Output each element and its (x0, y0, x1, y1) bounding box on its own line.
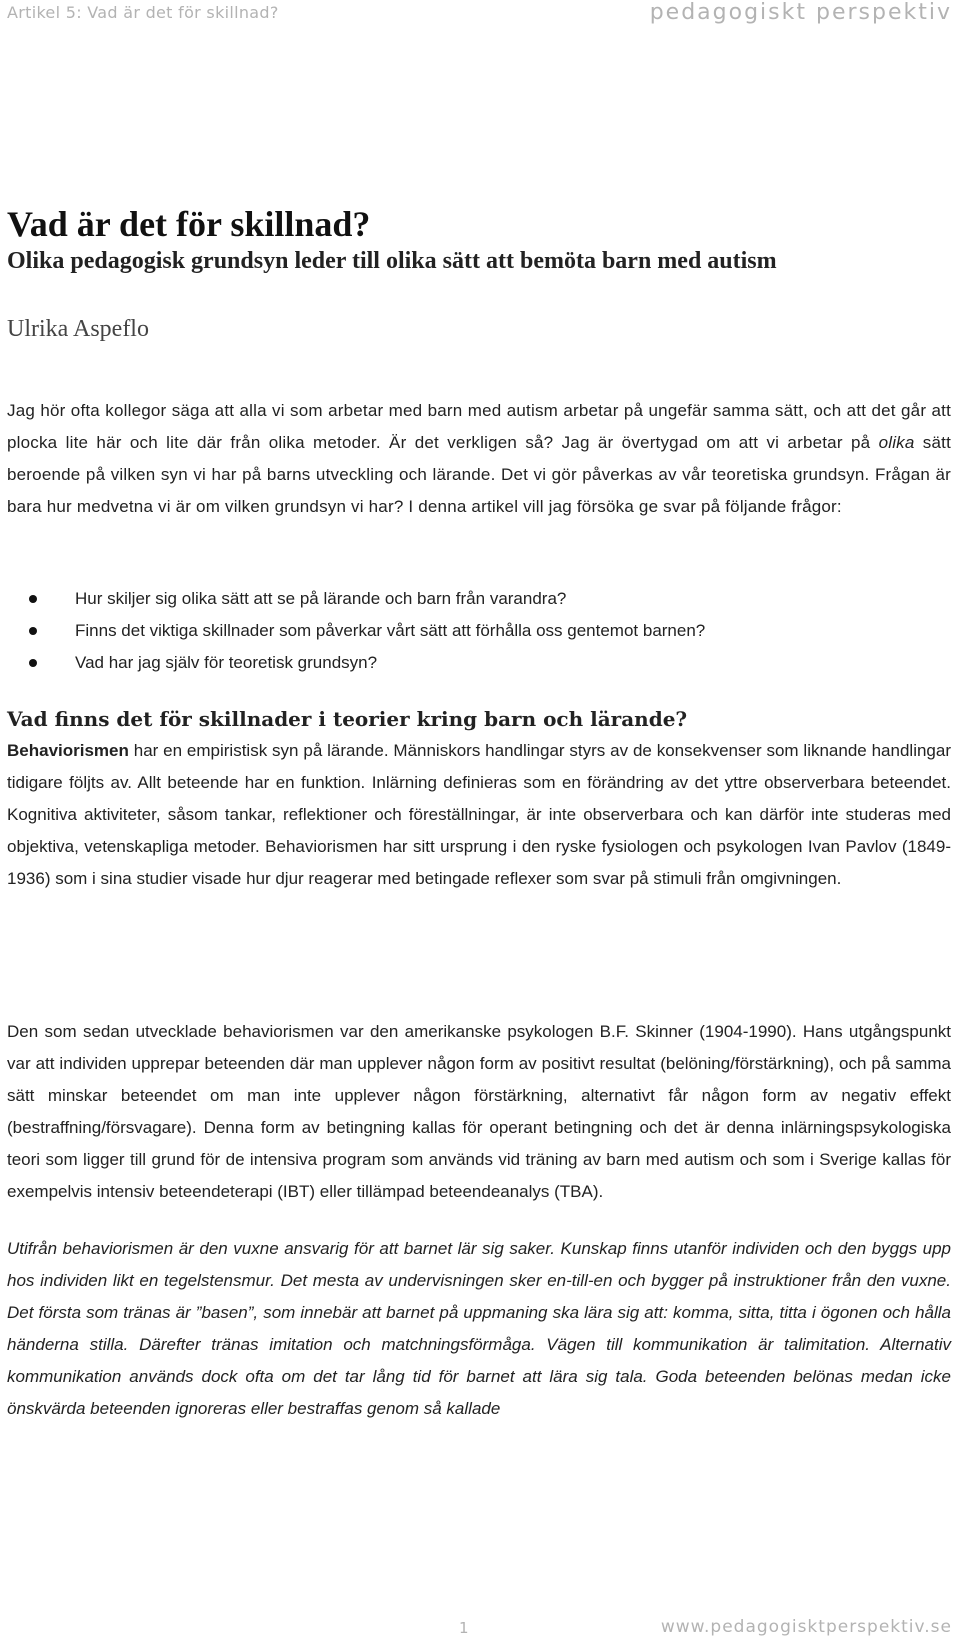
intro-paragraph (7, 395, 951, 523)
article-label: Artikel 5: Vad är det för skillnad? (7, 3, 279, 22)
author-name: Ulrika Aspeflo (7, 316, 149, 342)
behaviorism-term: Behaviorismen (7, 741, 129, 760)
article-title: Vad är det för skillnad? (7, 204, 371, 244)
list-item (7, 615, 705, 647)
article-subtitle: Olika pedagogisk grundsyn leder till olika sätt att bemöta barn med autism (7, 248, 777, 274)
page-number: 1 (459, 1619, 469, 1637)
page-header (7, 0, 952, 30)
behaviorism-paragraph (7, 735, 951, 895)
skinner-paragraph: Den som sedan utvecklade behaviorismen var den amerikanske psykologen B.F. Skinner (1904-1990). Hans utgångspunkt var att individen upprepar beteenden där man upplever någon form av positivt resultat (belöning/förstärkning), och på samma sätt minskar beteendet om man inte upplever någon förstärkning, alternativt får någon form av negativ effekt (bestraffning/försvagare). Denna form av betingning kallas för operant betingning och det är denna inlärningspsykologiska teori som ligger till grund för de intensiva program som används vid träning av barn med autism och som i Sverige kallas för exempelvis intensiv beteendeterapi (IBT) eller tillämpad beteendeanalys (TBA). (7, 1022, 951, 1201)
list-item-text: Finns det viktiga skillnader som påverkar vårt sätt att förhålla oss gentemot barnen? (75, 621, 706, 640)
bullet-icon (29, 627, 37, 635)
list-item-text: Hur skiljer sig olika sätt att se på lärande och barn från varandra? (75, 589, 567, 608)
bullet-icon (29, 659, 37, 667)
italic-paragraph: Utifrån behaviorismen är den vuxne ansvarig för att barnet lär sig saker. Kunskap finns utanför individen och den byggs upp hos individen likt en tegelstensmur. Det mesta av undervisningen sker en-till-en och bygger på instruktioner från den vuxne. Det första som tränas är ”basen”, som innebär att barnet på uppmaning ska lära sig att: komma, sitta, titta i ögonen och hålla händerna stilla. Därefter tränas imitation och matchningsförmåga. Vägen till kommunikation är talimitation. Alternativ kommunikation används dock ofta om det tar lång tid för barnet att lära sig tala. Goda beteenden belönas medan icke önskvärda beteenden ignoreras eller bestraffas genom så kallade (7, 1239, 951, 1418)
intro-text-a: Jag hör ofta kollegor säga att alla vi som arbetar med barn med autism arbetar på ungefär samma sätt, och att det går att plocka lite här och lite där från olika metoder. Är det verkligen så? Jag är övertygad om att vi arbetar på (7, 401, 951, 452)
page-footer (7, 1615, 952, 1645)
bullet-icon (29, 595, 37, 603)
footer-url: www.pedagogisktperspektiv.se (660, 1617, 952, 1637)
section-heading: Vad finns det för skillnader i teorier kring barn och lärande? (7, 707, 688, 731)
brand-name: pedagogiskt perspektiv (649, 0, 952, 25)
behaviorism-text: har en empiristisk syn på lärande. Människors handlingar styrs av de konsekvenser som liknande handlingar tidigare följts av. Allt beteende har en funktion. Inlärning definieras som en förändring av det yttre observerbara beteendet. Kognitiva aktiviteter, såsom tankar, reflektioner och föreställningar, är inte observerbara och kan därför inte studeras med objektiva, vetenskapliga metoder. Behaviorismen har sitt ursprung i den ryske fysiologen och psykologen Ivan Pavlov (1849-1936) som i sina studier visade hur djur reagerar med betingade reflexer som svar på stimuli från omgivningen. (7, 741, 951, 888)
intro-text-b: sätt beroende på vilken syn vi har på barns utveckling och lärande. Det vi gör påverkas av vår teoretiska grundsyn. Frågan är bara hur medvetna vi är om vilken grundsyn vi har? I denna artikel vill jag försöka ge svar på följande frågor: (7, 433, 952, 516)
list-item (7, 647, 705, 679)
list-item-text: Vad har jag själv för teoretisk grundsyn? (75, 653, 378, 672)
intro-emphasis: olika (878, 433, 915, 452)
list-item (7, 583, 705, 615)
question-list (7, 583, 705, 679)
